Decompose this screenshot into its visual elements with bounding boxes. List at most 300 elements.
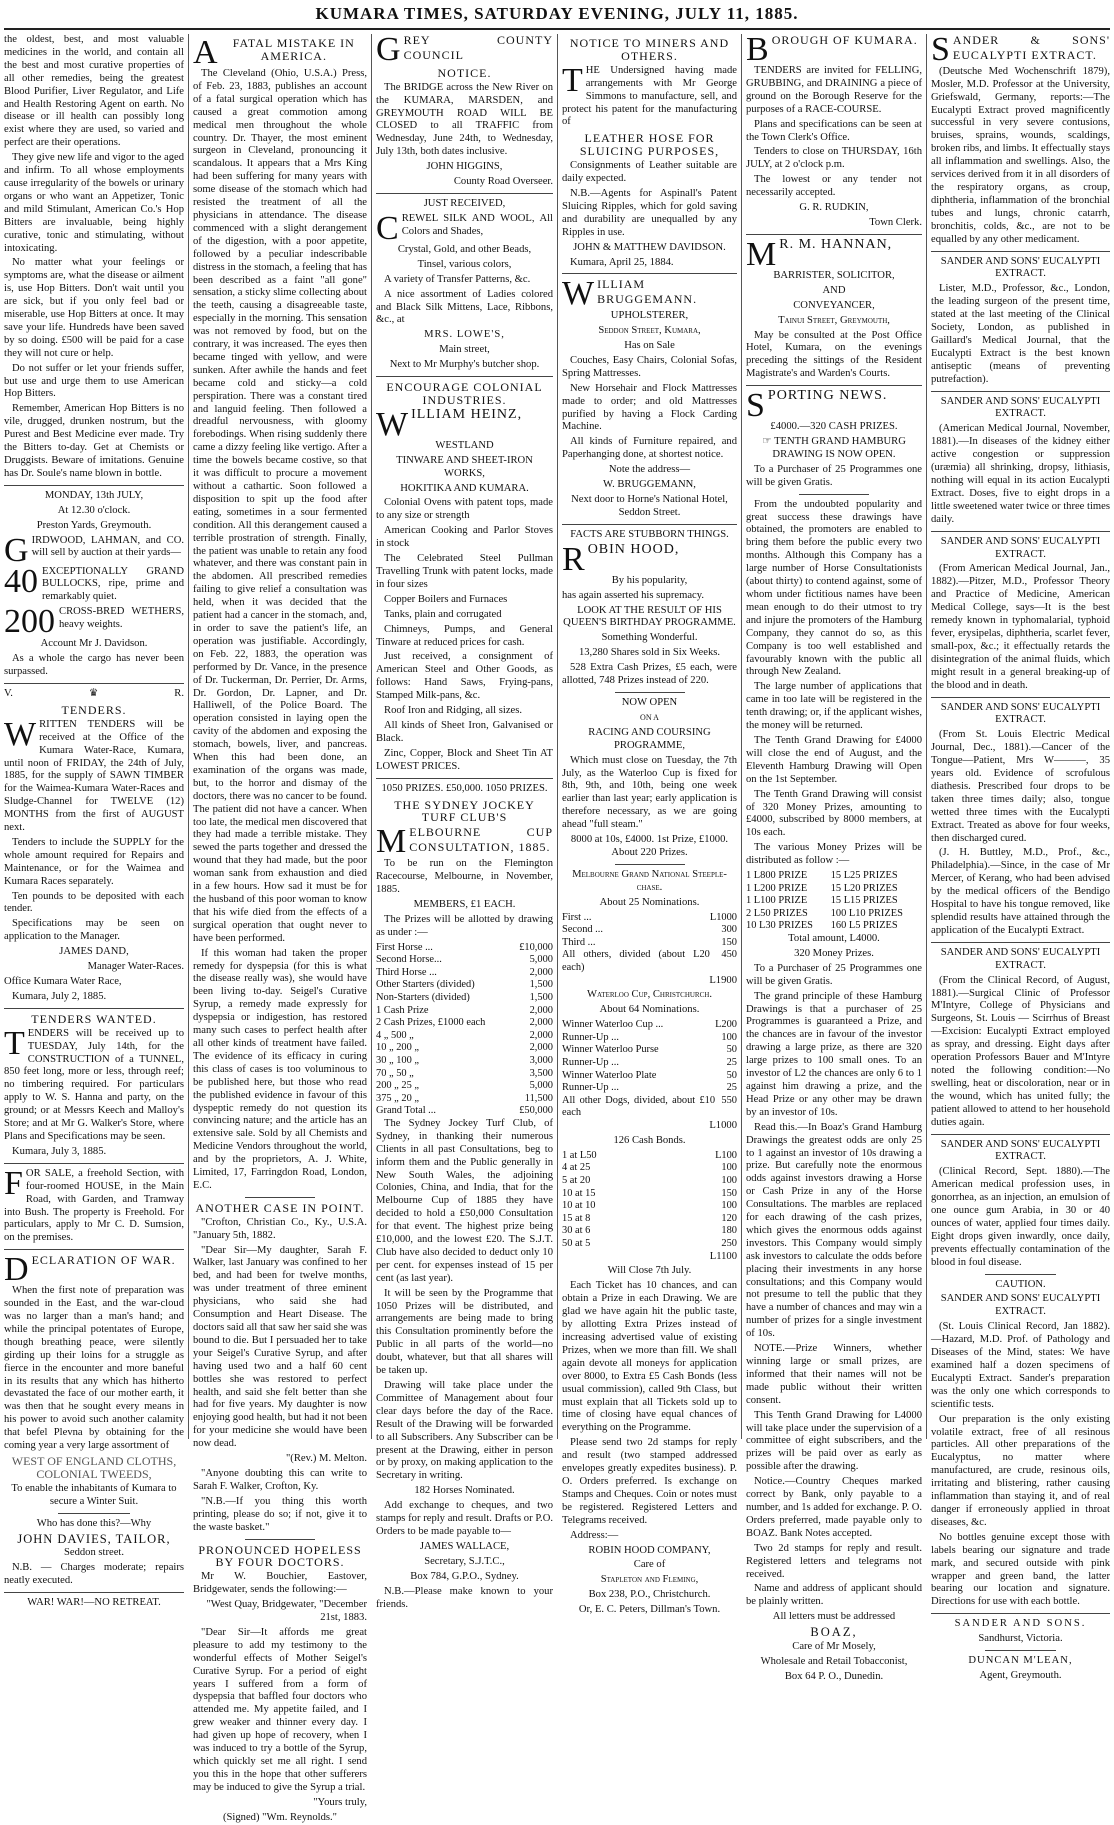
table-row — [746, 908, 922, 921]
list-item: Copper Boilers and Furnaces — [384, 593, 508, 605]
hopeless-sig: (Signed) "Wm. Reynolds." — [223, 1811, 337, 1823]
sale-place: Preston Yards, Greymouth. — [36, 519, 152, 531]
drop-cap: S — [746, 387, 765, 425]
row-label: 30 at 6 — [562, 1225, 591, 1237]
table-row — [376, 1055, 553, 1068]
wallace-nb: N.B.—Please make known to your friends. — [376, 1585, 553, 1610]
wether-count: 200 — [4, 603, 55, 641]
drop-cap: S — [931, 31, 950, 68]
list-item: American Cooking and Parlor Stoves in stock — [376, 525, 553, 550]
list-item: All kinds of Sheet Iron, Galvanised or Black. — [376, 719, 553, 744]
eucalypti-items — [931, 66, 1110, 1270]
column-2 — [193, 34, 367, 1823]
tenders-heading: TENDERS. — [61, 702, 127, 717]
drop-cap: T — [4, 1024, 25, 1062]
hannan-4: CONVEYANCER, — [793, 299, 875, 311]
row-value: 5,000 — [529, 954, 553, 966]
drop-cap: B — [746, 31, 769, 68]
brug-9: W. BRUGGEMANN, — [603, 479, 696, 491]
row-label: Third Horse ... — [376, 966, 437, 978]
melb-heading: ELBOURNE CUP CONSULTATION, 1885. — [409, 825, 553, 855]
look: LOOK AT THE RESULT OF HIS QUEEN'S BIRTHDAY PROGRAMME. — [563, 604, 736, 629]
sander: SANDER AND SONS. — [954, 1618, 1087, 1630]
hannan-5: Tainui Street, Greymouth, — [778, 314, 890, 326]
grand-total — [376, 1105, 553, 1118]
row-label: 50 at 5 — [562, 1237, 591, 1249]
davies-nb: N.B. — Charges moderate; repairs neatly executed. — [4, 1562, 184, 1587]
higgins: JOHN HIGGINS, — [426, 161, 503, 173]
table-row — [562, 1032, 737, 1045]
column-divider — [557, 34, 558, 1439]
extra: 528 Extra Cash Prizes, £5 each, were allotted, 748 Prizes instead of 220. — [562, 662, 737, 687]
brug-10: Next door to Horne's National Hotel, Seddon Street. — [571, 494, 728, 518]
prize-cell: 15 L20 PRIZES — [830, 882, 898, 894]
lowe-3: Next to Mr Murphy's butcher shop. — [389, 359, 540, 371]
hopeless-loc: "West Quay, Bridgewater, "December 21st, 1883. — [206, 1599, 367, 1624]
clerk: Town Clerk. — [869, 216, 922, 228]
hamburg: TENTH GRAND HAMBURG DRAWING IS NOW OPEN. — [772, 436, 906, 460]
sjtc-p3: Drawing will take place under the Committee of Management about four clear days before the day of the Race. Result of the Drawing will be forwarded to all Subscribers. Any Subscriber can be present at the Drawing, either in person or by proxy, on making application to the Secretary in writing. — [376, 1380, 553, 1482]
ham-14: Name and address of applicant should be plainly written. — [746, 1583, 922, 1608]
mistake-para: If this woman had taken the proper remedy for dyspepsia (for this is what the disease really was), she would have been living to-day. Seigel's Curative Syrup, a remedy made expressly for dyspepsia or indigestion, has restored many such cases to perfect health after all other kinds of treatment have failed. The evidence of its efficacy in curing this class of cases is too voluminous to be published here, but those who read the published evidence in favour of this dyspeptic remedy do not question its convincing nature; and the article has an extensive sale. Sold by all Chemists and Medicine Vendors throughout the world, and by the proprietors, A. J. White, Limited, 17, Farringdon Road, London, E.C. — [193, 947, 367, 1191]
column-divider — [741, 34, 742, 1439]
row-label: 4 at 25 — [562, 1162, 591, 1174]
row-label: 15 at 8 — [562, 1212, 591, 1224]
row-value: 250 — [721, 1237, 737, 1249]
boro-text: TENDERS are invited for FELLING, GRUBBING, and DRAINING a piece of ground on the Borough Reserve for the purposes of a RACE-COURSE. — [746, 65, 922, 115]
tw-date: Kumara, July 3, 1885. — [12, 1145, 107, 1157]
wcup-noms: About 64 Nominations. — [599, 1004, 700, 1016]
table-row — [562, 1225, 737, 1238]
hannan: R. M. HANNAN, — [779, 236, 893, 252]
rudkin: G. R. RUDKIN, — [799, 202, 869, 214]
prize-cell: 2 L50 PRIZES — [746, 907, 808, 919]
dand-name: JAMES DAND, — [59, 946, 129, 958]
drop-cap: W — [4, 715, 37, 753]
divider — [985, 1650, 1057, 1651]
drop-cap: C — [376, 209, 399, 247]
rhc: ROBIN HOOD COMPANY, — [588, 1544, 711, 1556]
bonds: 126 Cash Bonds. — [613, 1134, 686, 1146]
racing-shares: 8000 at 10s, £4000. 1st Prize, £1000. About 220 Prizes. — [570, 834, 729, 858]
divider — [615, 864, 685, 865]
row-value: 120 — [721, 1212, 737, 1224]
row-label: Winner Waterloo Purse — [562, 1044, 659, 1056]
hop-para: They give new life and vigor to the aged and infirm. To all whose employments cause irregularity of the bowels or urinary organs or who want an Appetizer, Tonic and mild Stimulant, American Co.'s Hop Bitters are invaluable, being highly curative, tonic and stimulating, without intoxicating. — [4, 152, 184, 254]
robin-3: has again asserted his supremacy. — [562, 589, 704, 601]
table-row — [376, 1017, 553, 1030]
table-row — [562, 1057, 737, 1070]
table-row — [376, 954, 553, 967]
row-label: Winner Waterloo Plate — [562, 1069, 657, 1081]
war-goods: WEST OF ENGLAND CLOTHS, COLONIAL TWEEDS, — [11, 1454, 177, 1481]
hopeless-close: "Yours truly, — [313, 1796, 367, 1808]
crewel-5: A nice assortment of Ladies colored and Black Silk Mittens, Lace, Ribbons, &c., at — [376, 288, 553, 326]
sale-time: At 12.30 o'clock. — [57, 504, 131, 516]
hr2-divider — [931, 1134, 1110, 1135]
divider — [4, 1163, 184, 1164]
table-row — [562, 1070, 737, 1083]
ham-6: The various Money Prizes will be distributed as follow :— — [746, 842, 922, 867]
sander-heading: ANDER & SONS' EUCALYPTI EXTRACT. — [952, 33, 1110, 62]
item-text: (From St. Louis Electric Medical Journal, Dec., 1881).—Cancer of the Tongue—Patient, Mrs W———, 35 years old. Evidence of scrofulous diathesis. Prescribed four drops to be taken three times daily; also, tongue wetted three times with the Eucalypti Extract. Treated as above for four weeks, then discharged cured. — [931, 729, 1110, 844]
row-value: L200 — [715, 1019, 737, 1031]
auctioneer-text: IRDWOOD, LAHMAN, and CO. will sell by auction at their yards— — [31, 534, 184, 559]
row-label: Runner-Up ... — [562, 1057, 619, 1069]
address: Address:— — [570, 1529, 619, 1541]
ham-total: Total amount, L4000. — [788, 933, 880, 944]
robin-2: By his popularity, — [611, 574, 688, 586]
auction-advert — [4, 490, 184, 679]
drop-cap: R — [562, 540, 585, 578]
mlean-2: Agent, Greymouth. — [979, 1669, 1062, 1681]
crest-v: V. — [4, 687, 13, 699]
row-value: 150 — [721, 1187, 737, 1199]
row-value: 2,000 — [529, 1017, 553, 1029]
prize-cell: 1 L800 PRIZE — [746, 870, 808, 882]
row-value: 50 — [726, 1069, 737, 1081]
row-label: 2 Cash Prizes, £1000 each — [376, 1017, 486, 1029]
caution-text: (St. Louis Clinical Record, Jan 1882).—Hazard, M.D. Prof. of Pathology and Diseases of the Mind, states: We have examined half a dozen specimens of Eucalypti Extract. Sander's preparation was the only one which corresponds to scientific tests. — [931, 1321, 1110, 1410]
wonderful: Something Wonderful. — [601, 632, 698, 644]
item-text: (Clinical Record, Sept. 1880).—The American medical profession uses, in gonorrhea, as an injection, an emulsion of one ounce gum Arabia, in 30 or 40 ounces of water, applied four times daily. Eight drops given inwardly, once daily, prevents effectually contamination of the blood in foul disease. — [931, 1166, 1110, 1268]
row-label: Second ... — [562, 924, 603, 936]
hr2-divider — [931, 942, 1110, 943]
drop-cap: G — [376, 31, 401, 68]
ham-15: All letters must be addressed — [772, 1611, 896, 1623]
boaz-4: Box 64 P. O., Dunedin. — [784, 1670, 884, 1682]
davies-st: Seddon street. — [63, 1547, 125, 1559]
tenders-wanted-heading: TENDERS WANTED. — [31, 1011, 157, 1026]
item-heading: SANDER AND SONS' EUCALYPTI EXTRACT. — [940, 1138, 1101, 1163]
row-value: £10,000 — [519, 941, 553, 953]
crewel-2: Crystal, Gold, and other Beads, — [397, 243, 532, 255]
list-item: Roof Iron and Ridging, all sizes. — [384, 705, 522, 717]
heinz-4: HOKITIKA AND KUMARA. — [400, 482, 529, 494]
table-row — [376, 942, 553, 955]
divider — [376, 376, 553, 377]
stapleton: Stapleton and Fleming, — [600, 1574, 699, 1586]
brug-3: Seddon Street, Kumara, — [598, 325, 701, 337]
ham-10: NOTE.—Prize Winners, whether winning large or small prizes, are informed that their names will not be made public without their written consent. — [746, 1343, 922, 1406]
item-heading: SANDER AND SONS' EUCALYPTI EXTRACT. — [940, 255, 1101, 280]
hop-bitters-advert — [4, 34, 184, 481]
caution-head: SANDER AND SONS' EUCALYPTI EXTRACT. — [940, 1293, 1101, 1318]
grand-total-label: Grand Total ... — [376, 1105, 436, 1117]
table-row — [376, 1068, 553, 1081]
divider — [245, 1539, 315, 1540]
war-enable: To enable the inhabitants of Kumara to secure a Winter Suit. — [11, 1482, 177, 1507]
column-4 — [562, 34, 737, 1616]
tenders-p2: Tenders to include the SUPPLY for the whole amount required for Repairs and Maintenance, or for the Waimea and Kumara Races separately. — [4, 836, 184, 887]
item-text: (American Medical Journal, November, 1881).—In diseases of the kidney either active congestion or suppression (uræmia) all shrinking, dropsy, lithiasis, nothing will equal in its action Eucalypti Extract. Doses, five to eight drops in a little sweetened water twice or three times daily. — [931, 423, 1110, 525]
item-text: (From the Clinical Record, of August, 1881).—Surgical Clinic of Professor M'Intyre, College of Physicians and Surgeons, St. Louis — Scirrhus of Breast—Excision: Eucalypti Extract employed as spray, and dressing. Eight days after operation Professors Bauer and M'Intyre noted the following condition:—No swelling, heat or discoloration, near or in the wound, which has united fully; the patient allowed to attend to her household duties again. — [931, 974, 1110, 1128]
row-value: 100 — [721, 1162, 737, 1174]
gnsc-total: L1900 — [709, 974, 737, 986]
hop-para: Do not suffer or let your friends suffer, but use and urge them to use American Hop Bitters. — [4, 362, 184, 400]
boro-2: Plans and specifications can be seen at the Town Clerk's Office. — [746, 118, 922, 143]
hr2-divider — [931, 531, 1110, 532]
caution-3: No bottles genuine except those with labels bearing our signature and trade mark, and secured outside with pink wrapper and green band, the latter bearing our location and signature. Directions for use with each bottle. — [931, 1531, 1110, 1608]
row-value: 3,000 — [529, 1054, 553, 1066]
hr2-divider — [931, 251, 1110, 252]
hannan-3: AND — [822, 284, 846, 296]
close: Will Close 7th July. — [607, 1265, 692, 1277]
boro-heading: OROUGH OF KUMARA. — [771, 33, 918, 47]
column-1 — [4, 34, 184, 1609]
table-row — [562, 1044, 737, 1057]
crewel-4: A variety of Transfer Patterns, &c. — [384, 273, 531, 285]
davies: JOHN DAVIES, TAILOR, — [17, 1531, 171, 1546]
bond-total: L1100 — [709, 1250, 737, 1262]
sale-text: OR SALE, a freehold Section, with four-roomed HOUSE, in the Main Road, with Garden, and Tramway into Bush. The property is Freehold. For particulars, apply to Mr C. D. Sumsion, on the premises. — [4, 1167, 184, 1244]
hannan-2: BARRISTER, SOLICITOR, — [773, 269, 895, 281]
another-loc: "Crofton, Christian Co., Ky., U.S.A. "January 5th, 1882. — [193, 1216, 367, 1241]
tw-text: ENDERS will be received up to TUESDAY, July 14th, for the CONSTRUCTION of a TUNNEL, 850 feet long, more or less, through reef; no timbering required. For particulars apply to W. S. Hanna and party, on the ground; or at Messrs Keech and Malloy's Store; and at Mr G. Walker's Store, where Plans and Specifications may be seen. — [4, 1027, 184, 1142]
table-row — [376, 1030, 553, 1043]
another-p2: "Anyone doubting this can write to Sarah F. Walker, Crofton, Ky. — [193, 1467, 367, 1492]
drop-cap: F — [4, 1164, 23, 1202]
list-item: Tanks, plain and corrugated — [384, 608, 502, 620]
table-row — [562, 924, 737, 937]
dand-date: Kumara, July 2, 1885. — [12, 990, 107, 1002]
row-label: Second Horse... — [376, 954, 442, 966]
another-heading: ANOTHER CASE IN POINT. — [195, 1200, 365, 1215]
divider — [985, 1274, 1057, 1275]
row-label: 5 at 20 — [562, 1175, 591, 1186]
divider — [4, 683, 184, 684]
notice-heading: NOTICE. — [437, 65, 492, 80]
table-row — [746, 895, 922, 908]
column-3 — [376, 31, 553, 1610]
row-value: 5,000 — [529, 1080, 553, 1092]
divider — [4, 1008, 184, 1009]
robin: OBIN HOOD, — [587, 541, 680, 557]
dand-title: Manager Water-Races. — [87, 961, 184, 973]
cargo: As a whole the cargo has never been surpassed. — [4, 653, 184, 678]
hopeless-text: Mr W. Bouchier, Eastover, Bridgewater, sends the following:— — [193, 1571, 367, 1596]
brug-6: New Horsehair and Flock Mattresses made to order; and old Mattresses purified by having a Flock Carding Machine. — [562, 382, 737, 433]
table-row — [562, 1162, 737, 1175]
heinz-2: WESTLAND — [435, 439, 494, 451]
gnsc-noms: About 25 Nominations. — [599, 896, 700, 908]
caution: CAUTION. — [995, 1278, 1046, 1290]
sjtc-p2: It will be seen by the Programme that 1050 Prizes will be distributed, and arrangements are being made to bring this Consultation prominently before the Public in all parts of the world—no doubt, whatever, but that all shares will be taken up. — [376, 1287, 553, 1377]
row-value: 180 — [721, 1225, 737, 1237]
ham-11: This Tenth Grand Drawing for L4000 will take place under the supervision of a committee of eight subscribers, and the prizes will be paid over as early as possible after the drawing. — [746, 1409, 922, 1473]
account: Account Mr J. Davidson. — [40, 638, 148, 650]
divider — [4, 485, 184, 486]
dand-office: Office Kumara Water Race, — [4, 976, 122, 987]
heinz-3: TINWARE AND SHEET-IRON WORKS, — [396, 454, 533, 479]
table-row — [562, 1213, 737, 1226]
row-label: 375 „ 20 „ — [376, 1092, 419, 1104]
table-row — [746, 920, 922, 933]
row-label: 30 „ 100 „ — [376, 1054, 419, 1066]
nb: N.B.—Agents for Aspinall's Patent Sluicing Ripples, which for gold saving and durability are unequalled by any Ripples in use. — [562, 187, 737, 238]
ham-table — [746, 870, 922, 933]
prize-cell: 15 L15 PRIZES — [830, 895, 898, 907]
war-who: Who has done this?—Why — [36, 1517, 152, 1529]
melb-text: To be run on the Flemington Racecourse, Melbourne, in November, 1885. — [376, 858, 553, 895]
hr2-divider — [931, 697, 1110, 698]
drop-cap: T — [562, 61, 583, 99]
column-divider — [188, 34, 189, 1439]
racing: RACING AND COURSING PROGRAMME, — [588, 726, 711, 751]
drop-cap: W — [562, 275, 595, 313]
mistake-heading: FATAL MISTAKE IN AMERICA. — [232, 36, 355, 63]
war-bottom: WAR! WAR!—NO RETREAT. — [27, 1597, 161, 1609]
heinz: ILLIAM HEINZ, — [411, 406, 523, 422]
wether-text: CROSS-BRED WETHERS, heavy weights. — [59, 606, 184, 631]
row-value: L1000 — [709, 911, 737, 923]
row-label: Winner Waterloo Cup ... — [562, 1019, 664, 1031]
notice-miners-heading: NOTICE TO MINERS AND OTHERS. — [569, 36, 730, 63]
column-divider — [371, 34, 372, 1439]
divider — [931, 1613, 1110, 1614]
row-label: 70 „ 50 „ — [376, 1067, 414, 1079]
list-item: Zinc, Copper, Block and Sheet Tin AT LOWEST PRICES. — [376, 747, 553, 772]
table-row — [562, 1019, 737, 1032]
ticket: Each Ticket has 10 chances, and can obtain a Prize in each Drawing. We are glad we have again hit the public taste, by allotting Extra Prizes instead of increasing advertised value of existing Prizes, when we more than fill. We shall again devote all moneys for application over 8000, to Extra £5 Cash Bonds (less usual commission), called 9th Class, but must explain that all Tickets sold up to time of closing have equal chances of everything on the Programme. — [562, 1280, 737, 1434]
brug-4: Has on Sale — [624, 340, 675, 352]
gnsc: Melbourne Grand National Steeple-chase. — [572, 868, 727, 893]
ham-4: The Tenth Grand Drawing for £4000 will close the end of August, and the Eleventh Hamburg Drawing will Open on the 1st September. — [746, 734, 922, 785]
caution-2: Our preparation is the only existing volatile extract, free of all resinous particles. All other preparations of the Eucalyptus, no matter where manufactured, are crude, resinous oils, irritating and blistering, rather causing inflammation than staying it, and of real danger if erroneously applied in throat diseases, &c. — [931, 1413, 1110, 1528]
table-row — [562, 1082, 737, 1095]
sale-date: MONDAY, 13th JULY, — [44, 489, 144, 501]
masthead: KUMARA TIMES, SATURDAY EVENING, JULY 11, 1885. — [315, 4, 799, 23]
lowe: MRS. LOWE'S, — [424, 329, 505, 341]
list-item: Chimneys, Pumps, and General Tinware at reduced prices for cash. — [376, 623, 553, 648]
brug-2: UPHOLSTERER, — [610, 310, 689, 322]
bullock-text: EXCEPTIONALLY GRAND BULLOCKS, ripe, prime and remarkably quiet. — [42, 565, 184, 603]
box: Box 238, P.O., Christchurch. — [588, 1589, 711, 1601]
row-value: L100 — [715, 1149, 737, 1161]
ham-8: The grand principle of these Hamburg Drawings is that a purchaser of 25 Programmes is guaranteed a Prize, and the chances are in favour of the investor drawing a large prize, as there are 320 large prizes to 100 small ones. To an investor of L2 the chances are only 6 to 1 against him drawing a prize, and the Head Prize or any other may be drawn by an investor of 10s. — [746, 990, 922, 1118]
row-label: 4 „ 500 „ — [376, 1029, 414, 1041]
prize-cell: 10 L30 PRIZES — [746, 920, 813, 932]
sjtc-text: The Sydney Jockey Turf Club, of Sydney, in thanking their numerous Clients in all past Consultations, beg to inform them and the Public generally in New South Wales, the adjoining Colonies, China, and India, that for the Melbourne Cup of 1885 they have decided to hold a £50,000 Consultation for that event. The highest prize being £10,000, and the lowest £20. The S.J.T. Club have also decided to deduct only 10 per cent. for expenses instead of 15 per cent (as last year). — [376, 1117, 553, 1284]
on-a: ON A — [640, 712, 659, 722]
table-row — [376, 979, 553, 992]
prize-cell: 160 L5 PRIZES — [830, 920, 898, 932]
crewel-3: Tinsel, various colors, — [417, 258, 512, 270]
item-text: (Deutsche Med Wochenschrift 1879), Mosler, M.D. Professor at the University, Griefswald, Germany, reports:—The Eucalypti Extract proved magnificently successful in very severe contusions, bruises, sprains, wounds, scaldings, broken ribs, and limbs. It effectually stays all inflammation and swellings. Also, the services derived from it in all disorders of the respiratory organs, as croup, diphtheria, inflammation of the bronchial tubes and lungs, chronic catarrh, bronchitis, colds, &c., are not to be equalled by any other medicament. — [931, 65, 1110, 245]
row-value: 1,500 — [529, 991, 553, 1003]
drop-cap: G — [4, 531, 29, 569]
row-value: 550 — [721, 1094, 737, 1106]
received: JUST RECEIVED, — [423, 197, 506, 209]
sport: PORTING NEWS. — [767, 388, 888, 404]
another-nb: "N.B.—If you thing this worth printing, please do so; if not, give it to the waste basket." — [193, 1495, 367, 1533]
table-row — [746, 870, 922, 883]
row-label: 10 at 10 — [562, 1200, 596, 1212]
row-label: 200 „ 25 „ — [376, 1080, 419, 1092]
item-heading: SANDER AND SONS' EUCALYPTI EXTRACT. — [940, 946, 1101, 971]
hop-para: Remember, American Hop Bitters is no vile, drugged, drunken nostrum, but the Purest and Best Medicine ever made. Try the Bitters to-day. Get at Chemists or Druggists. Beware of imitations. Genuine has Dr. Soule's name blown in bottle. — [4, 403, 184, 479]
hopeless-heading: PRONOUNCED HOPELESS BY FOUR DOCTORS. — [198, 1542, 362, 1570]
row-label: First ... — [562, 911, 592, 923]
sjtc-p4: Add exchange to cheques, and two stamps for reply and result. Drafts or P.O. Orders to be made payable to— — [376, 1500, 553, 1537]
ham-3: The large number of applications that came in too late will be registered in the tenth drawing; or, if the applicant wishes, the money will be returned. — [746, 681, 922, 732]
drop-cap: A — [193, 34, 218, 71]
row-label: All others, divided (about L20 each) — [562, 949, 710, 973]
boro-3: Tenders to close on THURSDAY, 16th JULY, at 2 o'clock p.m. — [746, 146, 922, 171]
prize-cell: 100 L10 PRIZES — [830, 907, 903, 919]
wallace-2: Secretary, S.J.T.C., — [424, 1555, 505, 1567]
leather: LEATHER HOSE FOR SLUICING PURPOSES, — [579, 131, 720, 159]
crest-icon: ♛ — [88, 687, 99, 699]
or: Or, E. C. Peters, Dillman's Town. — [578, 1604, 721, 1616]
row-label: Non-Starters (divided) — [376, 991, 470, 1003]
another-text: "Dear Sir—My daughter, Sarah F. Walker, last January was confined to her bed, and had been for twelve months, was under treatment of three eminent physicians, who said she had Consumption and Heart Disease. The doctors said all that saw her said she was bound to die. But I persuaded her to take your Seigel's Curative Syrup, and after having used two and a half 60 cent bottles she was restored to perfect health, and said she felt better than she had for five years. My daughter is now enjoying good health, but had it not been for your medicine she would have been now dead. — [193, 1244, 367, 1450]
ham-money: 320 Money Prizes. — [794, 947, 874, 959]
bullock-count: 40 — [4, 562, 38, 600]
grand-total-value: £50,000 — [519, 1105, 553, 1117]
column-5 — [746, 31, 922, 1682]
tenders-p4: Specifications may be seen on application to the Manager. — [4, 918, 184, 943]
drop-cap: M — [376, 823, 407, 861]
divider — [376, 778, 553, 779]
brug: ILLIAM BRUGGEMANN. — [597, 277, 698, 307]
crest-row — [4, 688, 184, 701]
another-sig: "(Rev.) M. Melton. — [285, 1453, 367, 1465]
divider — [615, 692, 685, 693]
gnsc-table — [562, 912, 737, 975]
now-open: NOW OPEN — [621, 696, 678, 708]
wcup-table — [562, 1019, 737, 1120]
sjtc-nom: 182 Horses Nominated. — [414, 1485, 515, 1497]
ham-2: From the undoubted popularity and great success these drawings have obtained, the promoters are enabled to bring them before the public every two months. Although this Company has a large number of Horse Consultationists (about thirty) to contend against, some of whom under fictitious names have been mean enough to do their utmost to try and injure the promoters of the Hamburg Company, they cannot do so, as this Company is too well established and favourably known with the public all through New Zealand. — [746, 498, 922, 678]
row-value: 11,500 — [524, 1092, 553, 1104]
table-row — [562, 1188, 737, 1201]
sjtc-heading: THE SYDNEY JOCKEY TURF CLUB'S — [394, 797, 535, 825]
column-divider — [926, 34, 927, 1439]
hop-para: No matter what your feelings or symptoms are, what the disease or ailment is, use Hop Bitters. Don't wait until you are sick, but if you only feel bad or miserable, use Hop Bitters at once. It may save your life. Hundreds have been saved by so doing. £500 will be paid for a case they will not cure or help. — [4, 257, 184, 359]
hannan-6: May be consulted at the Post Office Hotel, Kumara, on the evenings preceding the sittings of the Resident Magistrate's and Warden's Courts. — [746, 329, 922, 380]
allot: The Prizes will be allotted by drawing as under :— — [376, 913, 553, 938]
divider — [4, 1592, 184, 1593]
table-row — [376, 1080, 553, 1093]
divider — [245, 1197, 315, 1198]
row-label: 1 at L50 — [562, 1149, 597, 1161]
hopeless-letter: "Dear Sir—It affords me great pleasure to add my testimony to the wonderful effects of Mother Seigel's Curative Syrup. For a period of eight years I suffered from a form of dyspepsia that baffled four doctors who attended me. My appetite failed, and I grew weaker and thinner every day. I had given up hope of recovery, when I was induced to try a bottle of the Syrup, which quickly set me all right. I send you this in the hope that other sufferers may be induced to give the Syrup a trial. — [193, 1626, 367, 1793]
row-value: 2,000 — [529, 966, 553, 978]
row-value: 1,500 — [529, 979, 553, 991]
row-value: 2,000 — [529, 1029, 553, 1041]
table-row — [562, 937, 737, 950]
davidson-date: Kumara, April 25, 1884. — [570, 256, 674, 268]
crest-r: R. — [174, 687, 184, 699]
encourage: ENCOURAGE COLONIAL INDUSTRIES. — [386, 380, 543, 407]
care: Care of — [633, 1559, 666, 1571]
row-label: Other Starters (divided) — [376, 979, 475, 991]
brug-8: Note the address— — [608, 464, 691, 476]
list-item: The Celebrated Steel Pullman Travelling Trunk with patent locks, made in four sizes — [376, 553, 553, 590]
prize-cell: 1 L200 PRIZE — [746, 882, 808, 894]
row-value: 450 — [721, 949, 737, 961]
pointing-hand-icon: ☞ — [762, 436, 775, 448]
overseer: County Road Overseer. — [453, 176, 553, 188]
table-row — [562, 1238, 737, 1251]
boaz: BOAZ, — [810, 1625, 858, 1640]
row-value: 2,000 — [529, 1004, 553, 1016]
prize-cell: 1 L100 PRIZE — [746, 895, 808, 907]
ticket-2: Please send two 2d stamps for reply and result (two stamped addressed envelopes greatly expedites business). P. O. Orders preferred. Is exchange on Stamps and Cheques. Coin or notes must be registered. Registered Letters and Telegrams received. — [562, 1437, 737, 1526]
row-label: 1 Cash Prize — [376, 1004, 429, 1016]
racing-text: Which must close on Tuesday, the 7th July, as the Waterloo Cup is fixed for 8th, 9th, and 10th, being one week earlier than last year; early application is therefore necessary, as we are going ahead "full steam." — [562, 754, 737, 831]
